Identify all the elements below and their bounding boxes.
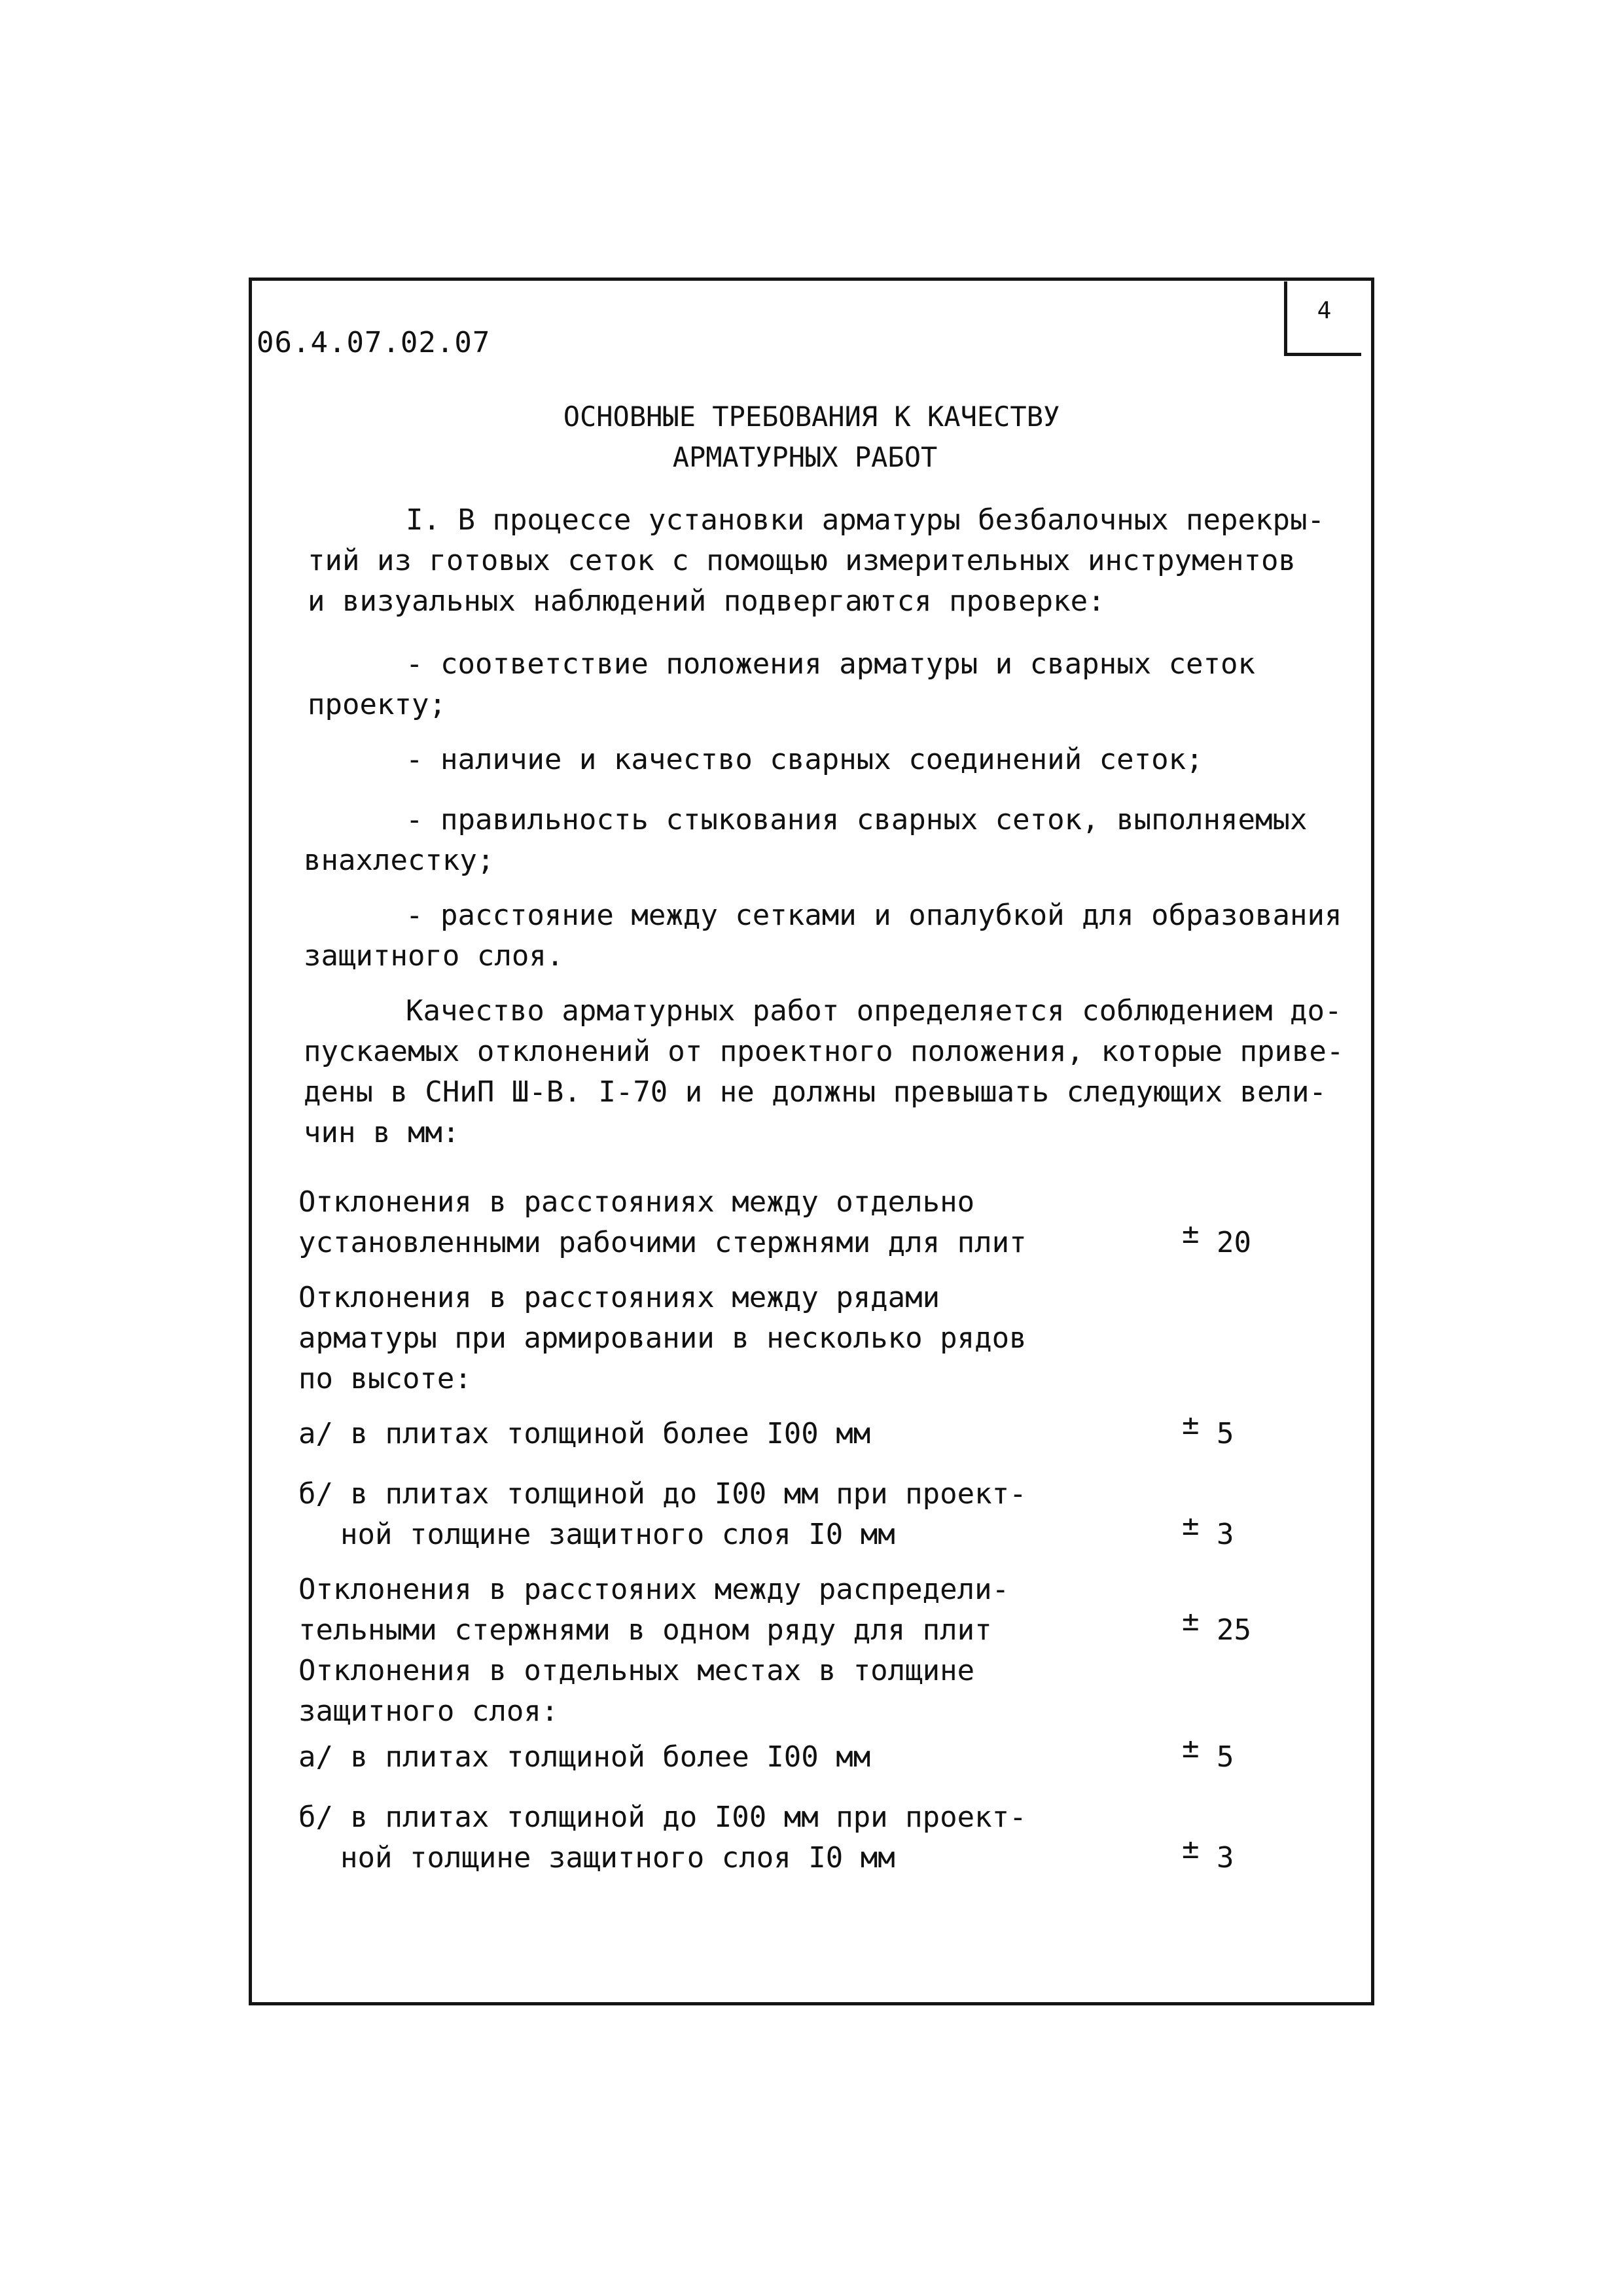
row-4b-value-number: 3 bbox=[1217, 1841, 1234, 1874]
plus-minus-sign: ± bbox=[1182, 1217, 1200, 1250]
bullet-4-line-2: защитного слоя. bbox=[304, 939, 564, 973]
row-1-text-1: Отклонения в расстояниях между отдельно bbox=[298, 1185, 975, 1219]
row-3-text-2: тельными стержнями в одном ряду для плит bbox=[298, 1613, 992, 1647]
row-3-value-number: 25 bbox=[1217, 1613, 1251, 1647]
title-line-2: АРМАТУРНЫХ РАБОТ bbox=[672, 441, 938, 473]
document-code: 06.4.07.02.07 bbox=[257, 326, 491, 359]
plus-minus-sign: ± bbox=[1182, 1408, 1200, 1441]
p1-line-2: тий из готовых сеток с помощью измерительных инструментов bbox=[308, 544, 1296, 577]
bullet-3-line-2: внахлестку; bbox=[304, 844, 495, 877]
page-number bbox=[1284, 281, 1361, 356]
row-4a-value bbox=[1182, 1731, 1234, 1778]
p2-line-4: чин в мм: bbox=[304, 1116, 460, 1149]
row-3-value bbox=[1182, 1604, 1251, 1651]
row-1-value bbox=[1182, 1217, 1251, 1263]
row-2a-value bbox=[1182, 1408, 1234, 1454]
row-2-text-2: арматуры при армировании в несколько рядов bbox=[298, 1321, 1027, 1355]
bullet-2-line-1: - наличие и качество сварных соединений сеток; bbox=[406, 743, 1204, 776]
row-4-text-2: защитного слоя: bbox=[298, 1695, 559, 1728]
row-2b-value bbox=[1182, 1509, 1234, 1555]
row-1-text-2: установленными рабочими стержнями для плит bbox=[298, 1226, 1027, 1259]
page-number-text: 4 bbox=[1317, 297, 1332, 324]
row-4a-text: а/ в плитах толщиной более I00 мм bbox=[298, 1740, 871, 1774]
p1-line-3: и визуальных наблюдений подвергаются проверке: bbox=[308, 584, 1105, 618]
plus-minus-sign: ± bbox=[1182, 1509, 1200, 1542]
p2-line-3: дены в СНиП Ш-В. I-70 и не должны превышать следующих вели- bbox=[304, 1075, 1327, 1109]
row-2b-text-2: ной толщине защитного слоя I0 мм bbox=[340, 1518, 895, 1551]
plus-minus-sign: ± bbox=[1182, 1832, 1200, 1865]
row-4b-text-2: ной толщине защитного слоя I0 мм bbox=[340, 1841, 895, 1874]
row-4a-value-number: 5 bbox=[1217, 1740, 1234, 1774]
bullet-1-line-2: проекту; bbox=[308, 688, 446, 721]
plus-minus-sign: ± bbox=[1182, 1604, 1200, 1638]
bullet-4-line-1: - расстояние между сетками и опалубкой для образования bbox=[406, 899, 1342, 932]
row-2-text-3: по высоте: bbox=[298, 1362, 472, 1395]
row-2b-value-number: 3 bbox=[1217, 1518, 1234, 1551]
plus-minus-sign: ± bbox=[1182, 1731, 1200, 1765]
row-4-text-1: Отклонения в отдельных местах в толщине bbox=[298, 1654, 975, 1687]
p1-line-1: I. В процессе установки арматуры безбалочных перекры- bbox=[406, 503, 1325, 537]
row-2-text-1: Отклонения в расстояниях между рядами bbox=[298, 1281, 940, 1314]
p2-line-2: пускаемых отклонений от проектного положения, которые приве- bbox=[304, 1035, 1344, 1068]
row-2a-text: а/ в плитах толщиной более I00 мм bbox=[298, 1417, 871, 1450]
row-1-value-number: 20 bbox=[1217, 1226, 1251, 1259]
row-4b-value bbox=[1182, 1832, 1234, 1878]
row-3-text-1: Отклонения в расстояних между распредели- bbox=[298, 1573, 1010, 1606]
row-4b-text-1: б/ в плитах толщиной до I00 мм при проект- bbox=[298, 1801, 1027, 1834]
title-line-1: ОСНОВНЫЕ ТРЕБОВАНИЯ К КАЧЕСТВУ bbox=[563, 401, 1060, 433]
bullet-3-line-1: - правильность стыкования сварных сеток, выполняемых bbox=[406, 803, 1308, 836]
row-2a-value-number: 5 bbox=[1217, 1417, 1234, 1450]
row-2b-text-1: б/ в плитах толщиной до I00 мм при проект- bbox=[298, 1477, 1027, 1511]
p2-line-1: Качество арматурных работ определяется соблюдением до- bbox=[406, 994, 1342, 1028]
bullet-1-line-1: - соответствие положения арматуры и сварных сеток bbox=[406, 647, 1256, 681]
